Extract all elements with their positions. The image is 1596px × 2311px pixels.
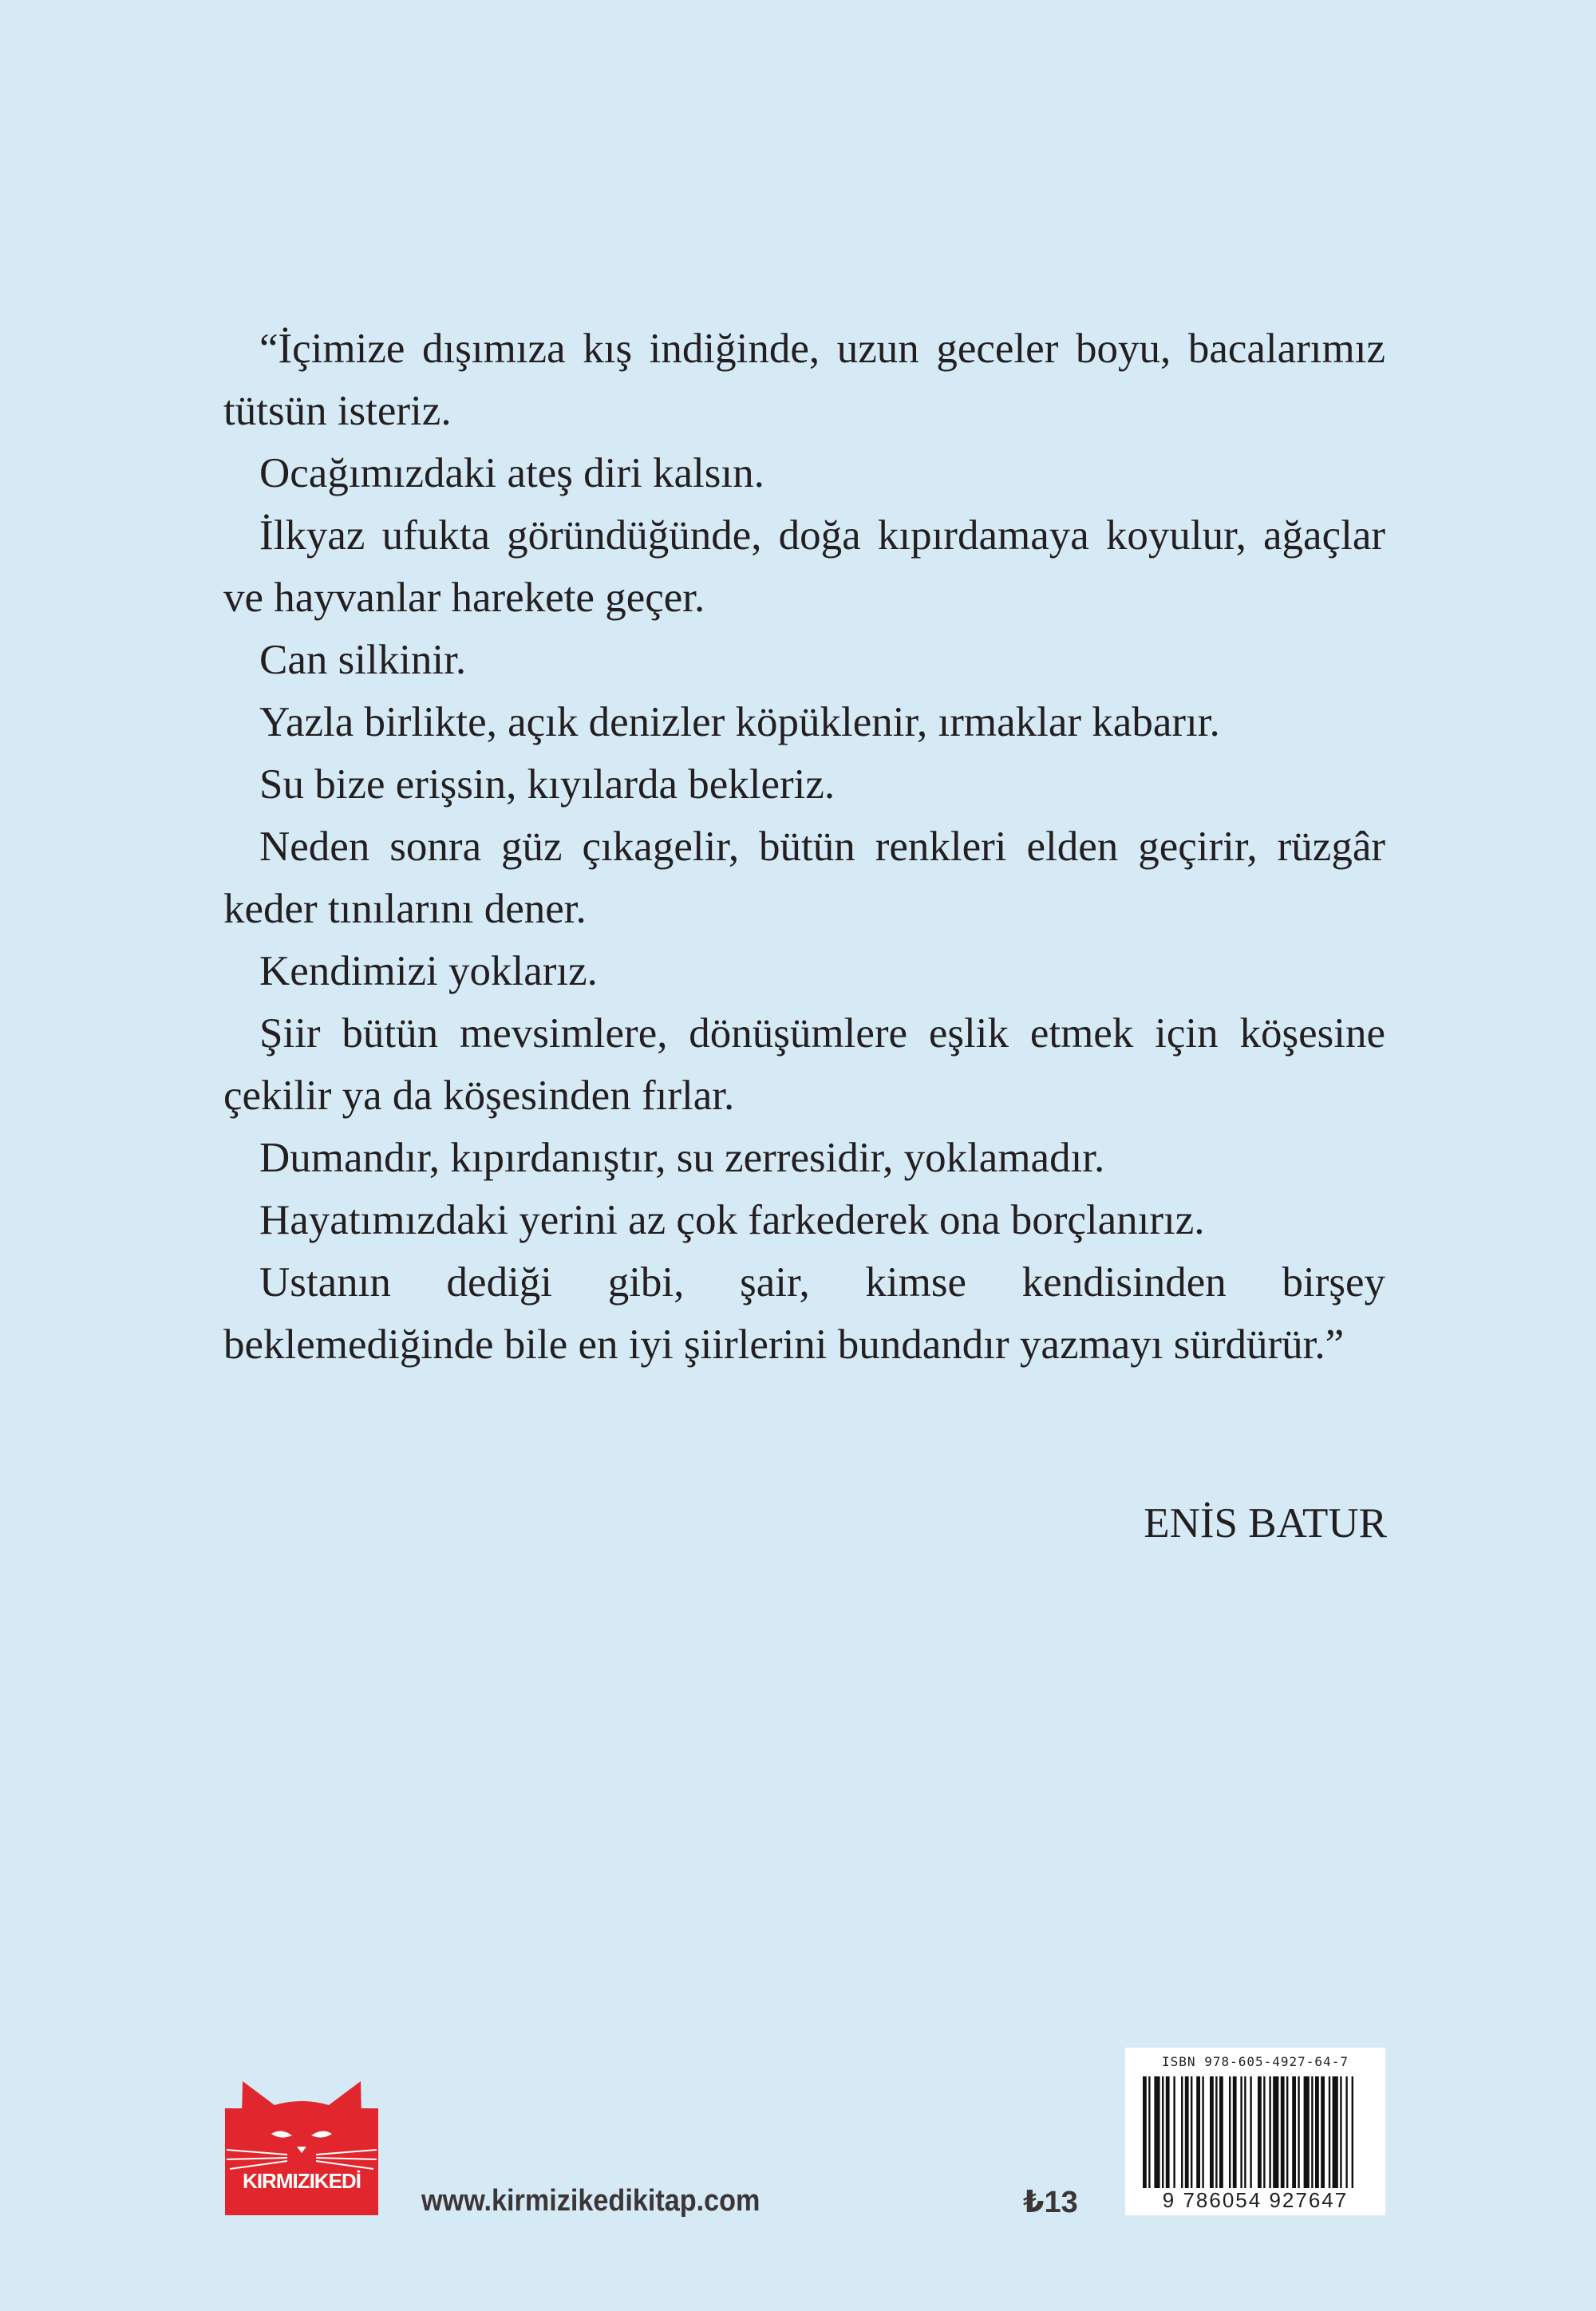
publisher-website[interactable]: www.kirmizikedikitap.com (421, 2184, 760, 2218)
barcode-bar (1166, 2076, 1170, 2188)
barcode-bar (1196, 2076, 1200, 2188)
blurb-paragraph: Dumandır, kıpırdanıştır, su zerresidir, yoklamadır. (259, 1135, 1105, 1181)
isbn-barcode (1125, 2048, 1385, 2215)
blurb-paragraph: Hayatımızdaki yerini az çok farkederek ona borçlanırız. (259, 1197, 1205, 1243)
barcode-bar (1215, 2076, 1217, 2188)
barcode-bar (1321, 2076, 1325, 2188)
blurb-paragraph: Kendimizi yoklarız. (259, 948, 598, 994)
barcode-bar (1181, 2076, 1183, 2188)
barcode-bar (1329, 2076, 1330, 2188)
barcode-bar (1233, 2076, 1237, 2188)
barcode-bar (1286, 2076, 1288, 2188)
barcode-bar (1162, 2076, 1163, 2188)
barcode-bar (1173, 2076, 1175, 2188)
barcode-bar (1250, 2076, 1251, 2188)
barcode-bar (1244, 2076, 1246, 2188)
barcode-bar (1333, 2076, 1338, 2188)
barcode-digits: 9 786054 927647 (1162, 2188, 1349, 2212)
blurb-paragraph: Su bize erişsin, kıyılarda bekleriz. (259, 761, 836, 808)
price-label: ₺13 (1023, 2186, 1078, 2219)
barcode-bar (1298, 2076, 1299, 2188)
barcode-bar (1273, 2076, 1278, 2188)
barcode-icon (1140, 2076, 1376, 2188)
isbn-label: ISBN 978-605-4927-64-7 (1162, 2054, 1349, 2069)
blurb-paragraph: İlkyaz ufukta göründüğünde, doğa kıpırdamaya koyulur, ağaçlar ve hayvanlar harekete geçer. (223, 512, 1385, 621)
barcode-bar (1143, 2076, 1147, 2188)
barcode-bar (1269, 2076, 1270, 2188)
barcode-bar (1263, 2076, 1265, 2188)
barcode-bar (1240, 2076, 1242, 2188)
blurb-paragraph: Neden sonra güz çıkagelir, bütün renkleri elden geçirir, rüzgâr keder tınılarını dener. (223, 824, 1385, 932)
barcode-bar (1281, 2076, 1285, 2188)
barcode-bar (1352, 2076, 1353, 2188)
barcode-bar (1210, 2076, 1214, 2188)
barcode-bar (1315, 2076, 1319, 2188)
barcode-bar (1258, 2076, 1262, 2188)
blurb-paragraph: Ustanın dediği gibi, şair, kimse kendisinden birşey beklemediğinde bile en iyi şiirlerini bundandır yazmayı sürdürür.” (223, 1259, 1385, 1368)
blurb-paragraph: Ocağımızdaki ateş diri kalsın. (259, 450, 764, 496)
barcode-bar (1311, 2076, 1313, 2188)
blurb-paragraph: Şiir bütün mevsimlere, dönüşümlere eşlik etmek için köşesine çekilir ya da köşesinden fırlar. (223, 1010, 1385, 1119)
barcode-bar (1340, 2076, 1341, 2188)
barcode-bar (1219, 2076, 1223, 2188)
barcode-bar (1229, 2076, 1231, 2188)
barcode-bar (1154, 2076, 1159, 2188)
blurb-paragraph: “İçimize dışımıza kış indiğinde, uzun geceler boyu, bacalarımız tütsün isteriz. (223, 326, 1385, 434)
barcode-bar (1345, 2076, 1347, 2188)
barcode-bar (1202, 2076, 1203, 2188)
publisher-logo-text: KIRMIZIKEDİ (243, 2169, 361, 2193)
blurb-paragraph: Yazla birlikte, açık denizler köpüklenir, ırmaklar kabarır. (259, 699, 1220, 745)
author-name: ENİS BATUR (1144, 1500, 1387, 1547)
barcode-bar (1148, 2076, 1150, 2188)
barcode-bar (1292, 2076, 1296, 2188)
back-cover-blurb (223, 318, 1385, 1376)
barcode-bar (1191, 2076, 1192, 2188)
blurb-paragraph: Can silkinir. (259, 637, 467, 683)
barcode-bar (1304, 2076, 1310, 2188)
barcode-bar (1185, 2076, 1189, 2188)
